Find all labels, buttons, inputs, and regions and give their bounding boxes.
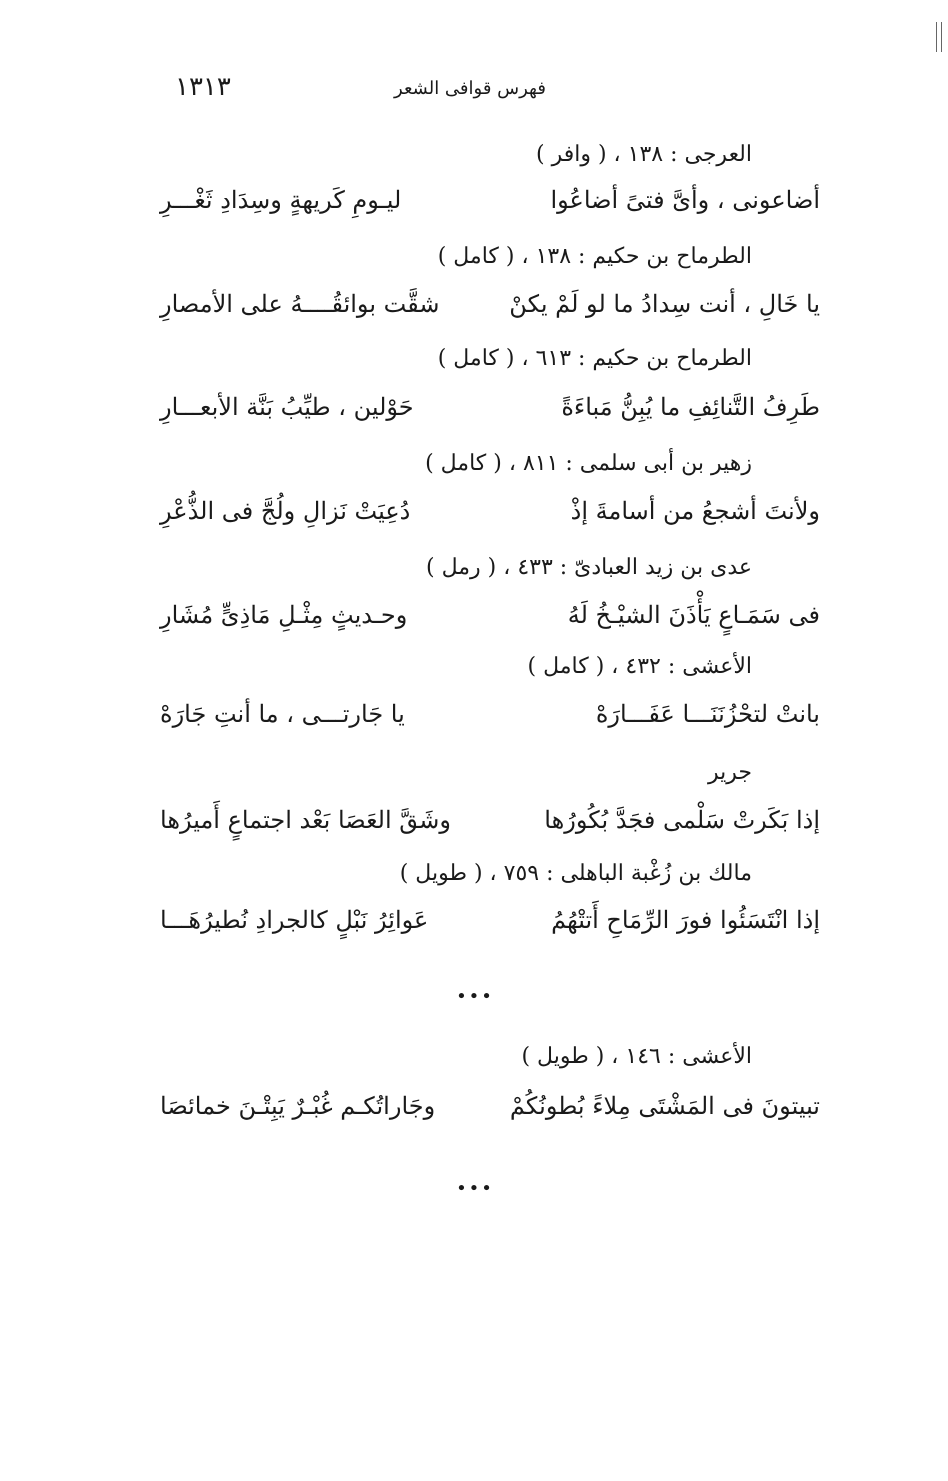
- verse-line: [160, 393, 820, 433]
- second-hemistich: عَوائِرُ نَبْلٍ كالجرادِ نُطيرُهَـــا: [160, 906, 429, 934]
- second-hemistich: ليـومِ كَريهةٍ وسِدَادِ ثَغْـــرِ: [160, 186, 402, 214]
- verse-line: [160, 290, 820, 330]
- poet-attribution: الأعشى : ٤٣٢ ، ( كامل ): [527, 654, 752, 679]
- verse-line: [160, 806, 820, 846]
- first-hemistich: تبيتونَ فى المَشْتَى مِلاءً بُطونُكُمْ: [509, 1092, 820, 1120]
- verse-line: [160, 700, 820, 740]
- verse-line: [160, 497, 820, 537]
- verse-line: [160, 186, 820, 226]
- second-hemistich: وحـديثٍ مِثْـلِ مَاذِىٍّ مُشَارِ: [160, 601, 408, 629]
- poet-attribution: الطرماح بن حكيم : ١٣٨ ، ( كامل ): [437, 244, 752, 269]
- first-hemistich: أضاعونى ، وأىَّ فتىً أضاعُوا: [550, 186, 820, 214]
- verse-line: [160, 1092, 820, 1132]
- poet-attribution: جرير: [708, 760, 752, 785]
- verse-line: [160, 601, 820, 641]
- poet-attribution: العرجى : ١٣٨ ، ( وافر ): [536, 142, 752, 167]
- second-hemistich: وشَقَّ العَصَا بَعْد اجتماعٍ أَميرُها: [160, 806, 451, 834]
- first-hemistich: فى سَمَـاعٍ يَأْذَنَ الشيْـخُ لَهُ: [567, 601, 820, 629]
- second-hemistich: حَوْلين ، طيِّبُ بَنَّة الأبعـــارِ: [160, 393, 414, 421]
- poet-attribution: عدى بن زيد العبادىّ : ٤٣٣ ، ( رمل ): [426, 555, 752, 580]
- section-separator: •••: [456, 986, 494, 1007]
- running-header: فهرس قوافى الشعر: [394, 78, 546, 99]
- section-separator: •••: [456, 1178, 494, 1199]
- first-hemistich: طَرِفُ التَّنائِفِ ما يُبِنُّ مَباءَةً: [561, 393, 820, 421]
- poet-attribution: مالك بن زُغْبة الباهلى : ٧٥٩ ، ( طويل ): [399, 861, 752, 886]
- first-hemistich: ولأنتَ أشجعُ من أسامةَ إذْ: [570, 497, 820, 525]
- scan-edge-mark: [936, 22, 942, 52]
- first-hemistich: إذا بَكَرتْ سَلْمى فجَدَّ بُكُورُها: [544, 806, 820, 834]
- first-hemistich: بانتْ لتحْزُنَنَـــا عَفَـــارَهْ: [595, 700, 820, 728]
- second-hemistich: يا جَارتـــى ، ما أنتِ جَارَهْ: [160, 700, 405, 728]
- second-hemistich: وجَاراتُكـم غُبْـرٌ يَبِتْـنَ خمائصَا: [160, 1092, 436, 1120]
- first-hemistich: إذا انْتَسَئُوا فورَ الرِّمَاحِ أَتتْهُمُ: [551, 906, 820, 934]
- first-hemistich: يا خَالِ ، أنت سِدادُ ما لو لَمْ يكنْ: [509, 290, 820, 318]
- poet-attribution: الطرماح بن حكيم : ٦١٣ ، ( كامل ): [437, 346, 752, 371]
- page-number: ١٣١٣: [175, 72, 231, 102]
- poet-attribution: الأعشى : ١٤٦ ، ( طويل ): [521, 1044, 752, 1069]
- poet-attribution: زهير بن أبى سلمى : ٨١١ ، ( كامل ): [425, 451, 752, 476]
- second-hemistich: شقَّت بوائقُــــهُ على الأمصارِ: [160, 290, 440, 318]
- second-hemistich: دُعِيَتْ نَزالِ ولُجَّ فى الذُّعْرِ: [160, 497, 411, 525]
- verse-line: [160, 906, 820, 946]
